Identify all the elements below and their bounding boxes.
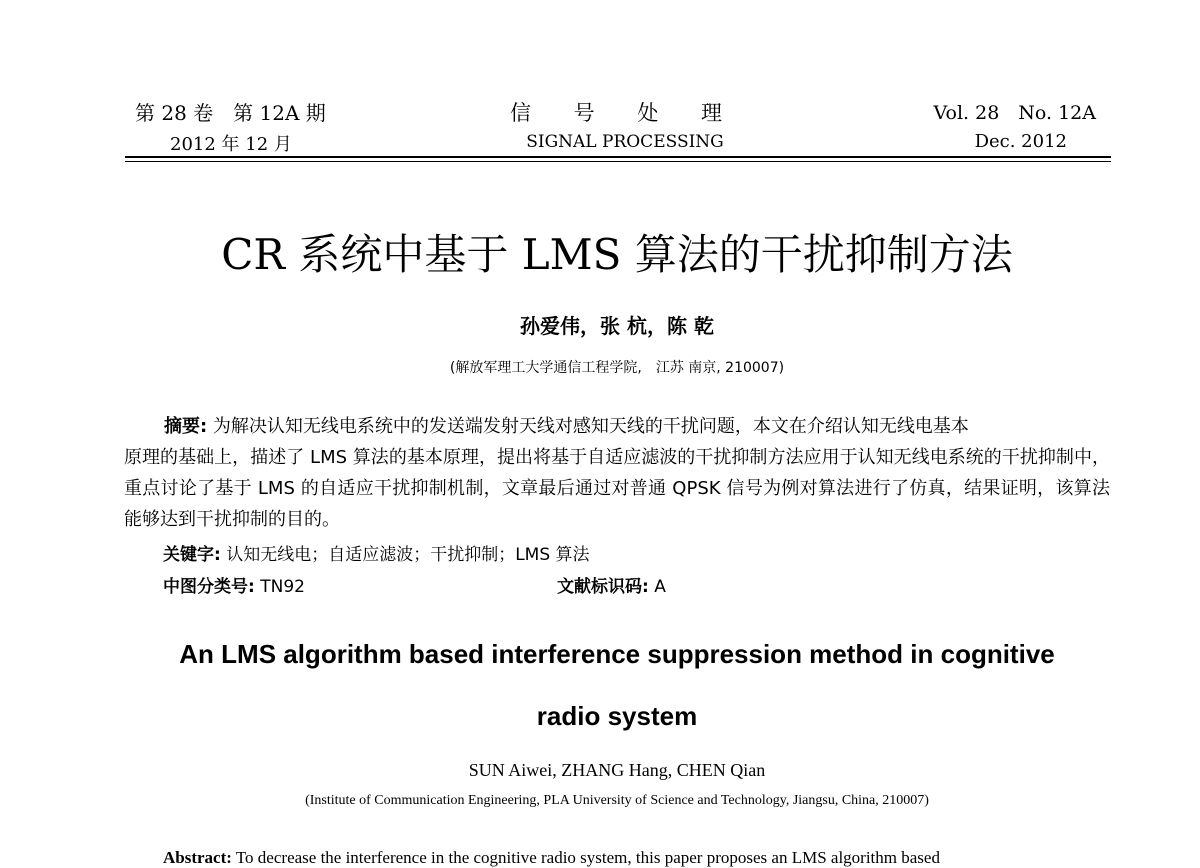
classification-value: TN92: [254, 577, 305, 597]
abstract-cn: [124, 411, 1110, 535]
abstract-label-cn: 摘要:: [164, 416, 208, 437]
document-code-label: 文献标识码:: [557, 577, 649, 597]
keywords-value: 认知无线电；自适应滤波；干扰抑制；LMS 算法: [220, 545, 590, 565]
authors-cn: 孙爱伟，张 杭，陈 乾: [520, 314, 714, 338]
authors-en: SUN Aiwei, ZHANG Hang, CHEN Qian: [468, 760, 766, 780]
paper-title-en-line1: An LMS algorithm based interference suppression method in cognitive: [179, 639, 1055, 669]
journal-date-cn: 2012 年 12 月: [170, 134, 292, 155]
paper-title-cn: CR 系统中基于 LMS 算法的干扰抑制方法: [221, 230, 1013, 279]
affiliation-cn: (解放军理工大学通信工程学院, 江苏 南京, 210007): [449, 360, 785, 376]
abstract-text-cn-line1: 为解决认知无线电系统中的发送端发射天线对感知天线的干扰问题，本文在介绍认知无线电基本: [207, 416, 969, 437]
classification-label: 中图分类号:: [163, 577, 255, 597]
keywords-label: 关键字:: [163, 545, 221, 565]
abstract-label-en: Abstract:: [163, 848, 232, 867]
affiliation-en: (Institute of Communication Engineering, PLA University of Science and Technology, Jiangsu, China, 210007): [305, 793, 929, 808]
abstract-en: [163, 848, 940, 868]
keywords-cn: [163, 540, 590, 565]
document-code: [557, 572, 666, 597]
classification-number: [163, 572, 305, 597]
header-rule-thick: [125, 156, 1111, 158]
abstract-text-cn-rest: 原理的基础上，描述了 LMS 算法的基本原理，提出将基于自适应滤波的干扰抑制方法应用于认知无线电系统的干扰抑制中，重点讨论了基于 LMS 的自适应干扰抑制机制，文章最后通过对普通 QPSK 信号为例对算法进行了仿真，结果证明，该算法能够达到干扰抑制的目的。: [124, 447, 1110, 530]
journal-name-en: SIGNAL PROCESSING: [526, 132, 724, 152]
abstract-text-en: To decrease the interference in the cognitive radio system, this paper proposes an LMS algorithm based: [231, 848, 940, 867]
journal-date-en: Dec. 2012: [974, 131, 1067, 152]
journal-volume-issue-cn: 第 28 卷 第 12A 期: [135, 101, 326, 125]
header-rule-thin: [125, 161, 1111, 162]
journal-name-cn: 信 号 处 理: [509, 101, 741, 125]
paper-title-en-line2: radio system: [536, 701, 698, 731]
journal-volume-issue-en: Vol. 28 No. 12A: [933, 102, 1096, 124]
document-code-value: A: [648, 577, 666, 597]
